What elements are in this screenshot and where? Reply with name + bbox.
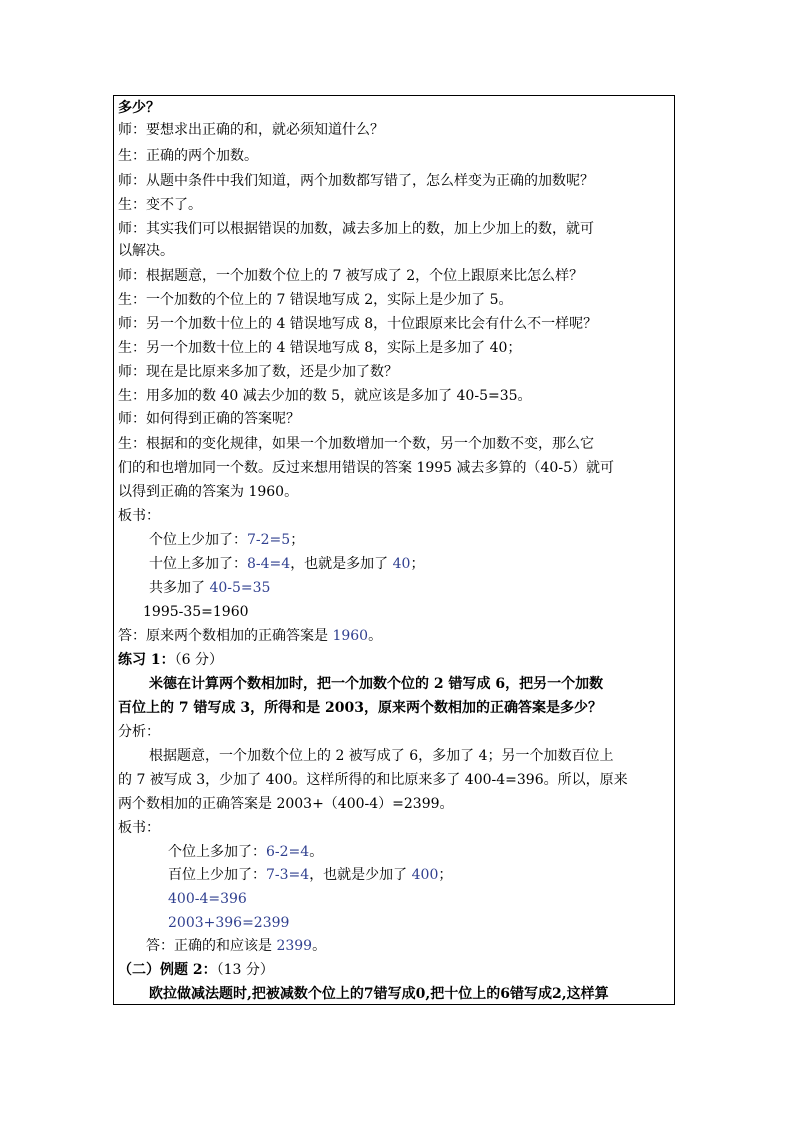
line-text: 十位上多加了： <box>149 556 247 572</box>
line-text: 个位上多加了： <box>168 844 266 860</box>
formula: 2003+396=2399 <box>168 915 290 931</box>
text-line: 生：一个加数的个位上的 7 错误地写成 2，实际上是少加了 5。 <box>118 292 513 308</box>
text-line: 生：变不了。 <box>118 197 202 213</box>
text-line <box>118 625 382 647</box>
text-line: 欧拉做减法题时,把被减数个位上的7错写成0,把十位上的6错写成2,这样算 <box>149 986 609 1002</box>
text-line: 1995-35=1960 <box>143 604 249 620</box>
formula: 7-3=4 <box>266 867 310 883</box>
formula: 1960 <box>332 628 369 644</box>
text-line: 师：其实我们可以根据错误的加数，减去多加上的数，加上少加上的数，就可 <box>118 221 594 237</box>
formula: 40-5=35 <box>209 580 271 596</box>
text-line: 板书： <box>118 820 160 836</box>
formula: 400 <box>411 867 439 883</box>
heading-score: （13 分） <box>216 962 274 978</box>
formula: 6-2=4 <box>266 844 310 860</box>
text-line: 根据题意，一个加数个位上的 2 被写成了 6，多加了 4；另一个加数百位上 <box>149 748 614 764</box>
formula: 400-4=396 <box>168 891 247 907</box>
text-line: 师：如何得到正确的答案呢？ <box>118 411 300 427</box>
line-text: 答：正确的和应该是 <box>146 938 277 954</box>
text-line <box>168 864 452 886</box>
text-line: 以解决。 <box>118 243 174 259</box>
text-line: 生：另一个加数十位上的 4 错误地写成 8，实际上是多加了 40； <box>118 340 522 356</box>
text-line: 师：另一个加数十位上的 4 错误地写成 8，十位跟原来比会有什么不一样呢？ <box>118 316 598 332</box>
text-line: 米德在计算两个数相加时，把一个加数个位的 2 错写成 6，把另一个加数 <box>149 676 604 692</box>
formula: 8-4=4 <box>247 556 291 572</box>
heading-label: （二）例题 2： <box>118 962 217 978</box>
formula: 7-2=5 <box>247 532 291 548</box>
text-line <box>168 841 323 863</box>
text-line: 生：根据和的变化规律，如果一个加数增加一个数，另一个加数不变，那么它 <box>118 436 594 452</box>
text-line <box>149 553 424 575</box>
heading-score: （6 分） <box>174 652 223 668</box>
line-text: 。 <box>368 628 383 644</box>
text-line <box>149 577 270 599</box>
text-line: 多少？ <box>118 100 160 116</box>
formula: 2399 <box>276 938 313 954</box>
line-text: ，也就是少加了 <box>309 867 412 883</box>
text-line: 板书： <box>118 508 160 524</box>
line-text: ； <box>290 532 305 548</box>
text-line: 师：从题中条件中我们知道，两个加数都写错了，怎么样变为正确的加数呢？ <box>118 173 594 189</box>
text-line <box>146 935 326 957</box>
line-text: ； <box>438 867 453 883</box>
line-text: 答：原来两个数相加的正确答案是 <box>118 628 333 644</box>
text-line: 百位上的 7 错写成 3，所得和是 2003，原来两个数相加的正确答案是多少？ <box>118 700 602 716</box>
line-text: 个位上少加了： <box>149 532 247 548</box>
text-line: 师：根据题意，一个加数个位上的 7 被写成了 2，个位上跟原来比怎么样？ <box>118 268 584 284</box>
line-text: ，也就是多加了 <box>290 556 393 572</box>
text-line: 以得到正确的答案为 1960。 <box>118 484 299 500</box>
line-text: ； <box>410 556 425 572</box>
text-line: 生：用多加的数 40 减去少加的数 5，就应该是多加了 40-5=35。 <box>118 388 532 404</box>
text-line <box>149 529 304 551</box>
line-text: 共多加了 <box>149 580 210 596</box>
heading-label: 练习 1： <box>118 652 175 668</box>
formula: 40 <box>392 556 411 572</box>
text-line: 师：要想求出正确的和，就必须知道什么？ <box>118 122 384 138</box>
text-line: 分析： <box>118 724 160 740</box>
text-line: 的 7 被写成 3，少加了 400。这样所得的和比原来多了 400-4=396。所以，原来 <box>118 772 628 788</box>
section-heading <box>118 959 274 981</box>
text-line: 们的和也增加同一个数。反过来想用错误的答案 1995 减去多算的（40-5）就可 <box>118 460 614 476</box>
text-line: 师：现在是比原来多加了数，还是少加了数？ <box>118 364 398 380</box>
line-text: 。 <box>312 938 327 954</box>
text-line: 两个数相加的正确答案是 2003+（400-4）=2399。 <box>118 796 454 812</box>
section-heading <box>118 649 223 671</box>
text-line: 生：正确的两个加数。 <box>118 148 258 164</box>
line-text: 。 <box>309 844 324 860</box>
line-text: 百位上少加了： <box>168 867 266 883</box>
